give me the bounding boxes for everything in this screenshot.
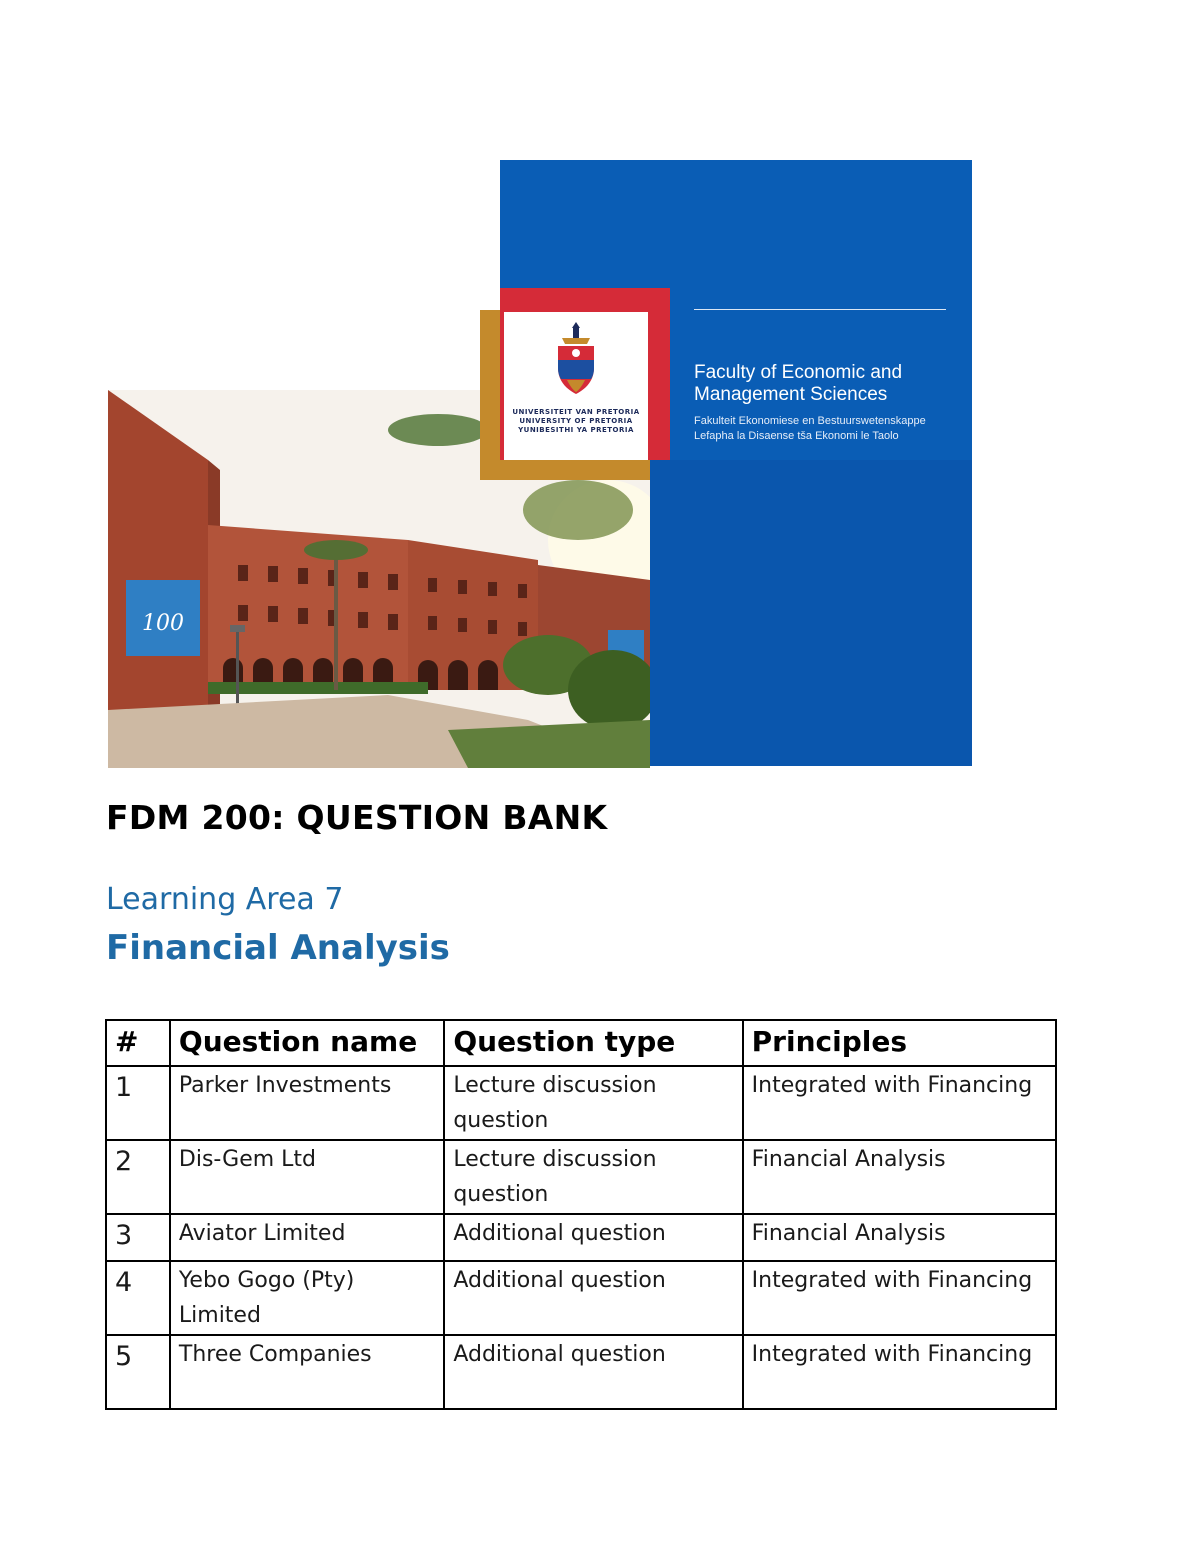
question-type: Additional question: [444, 1214, 742, 1261]
faculty-translations: [694, 414, 964, 444]
question-bank-table: [105, 1019, 1057, 1410]
faculty-sepedi: Lefapha la Disaense tša Ekonomi le Taolo: [694, 430, 899, 442]
question-type: Lecture discussion question: [444, 1066, 742, 1140]
principles: Financial Analysis: [743, 1140, 1056, 1214]
row-number: 5: [106, 1335, 170, 1409]
header-question-name: Question name: [170, 1020, 444, 1066]
topic-heading: Financial Analysis: [106, 928, 450, 968]
panel-shade: [650, 460, 972, 766]
question-name: Yebo Gogo (Pty) Limited: [170, 1261, 444, 1335]
principles: Integrated with Financing: [743, 1066, 1056, 1140]
coat-of-arms-icon: [552, 320, 600, 402]
faculty-afrikaans: Fakulteit Ekonomiese en Bestuurswetenskappe: [694, 415, 926, 427]
document-title: FDM 200: QUESTION BANK: [106, 798, 608, 837]
header-question-type: Question type: [444, 1020, 742, 1066]
question-name: Parker Investments: [170, 1066, 444, 1140]
table-row: [106, 1066, 1056, 1140]
question-type: Additional question: [444, 1335, 742, 1409]
principles: Integrated with Financing: [743, 1261, 1056, 1335]
question-type: Additional question: [444, 1261, 742, 1335]
university-logo: [504, 312, 648, 460]
header-number: #: [106, 1020, 170, 1066]
logo-line-2: UNIVERSITY OF PRETORIA: [519, 417, 633, 425]
faculty-name: Faculty of Economic and Management Sciences: [694, 362, 903, 405]
logo-line-1: UNIVERSITEIT VAN PRETORIA: [512, 408, 640, 416]
logo-line-3: YUNIBESITHI YA PRETORIA: [518, 426, 634, 434]
table-row: [106, 1261, 1056, 1335]
principles: Financial Analysis: [743, 1214, 1056, 1261]
row-number: 1: [106, 1066, 170, 1140]
row-number: 3: [106, 1214, 170, 1261]
question-name: Three Companies: [170, 1335, 444, 1409]
faculty-divider: [694, 309, 946, 310]
question-name: Dis-Gem Ltd: [170, 1140, 444, 1214]
row-number: 4: [106, 1261, 170, 1335]
cover-image: [108, 160, 972, 768]
table-row: [106, 1335, 1056, 1409]
table-row: [106, 1140, 1056, 1214]
question-type: Lecture discussion question: [444, 1140, 742, 1214]
question-name: Aviator Limited: [170, 1214, 444, 1261]
header-principles: Principles: [743, 1020, 1056, 1066]
learning-area-label: Learning Area 7: [106, 882, 344, 917]
principles: Integrated with Financing: [743, 1335, 1056, 1409]
row-number: 2: [106, 1140, 170, 1214]
table-header-row: [106, 1020, 1056, 1066]
table-row: [106, 1214, 1056, 1261]
banner-text: 100: [142, 611, 184, 636]
